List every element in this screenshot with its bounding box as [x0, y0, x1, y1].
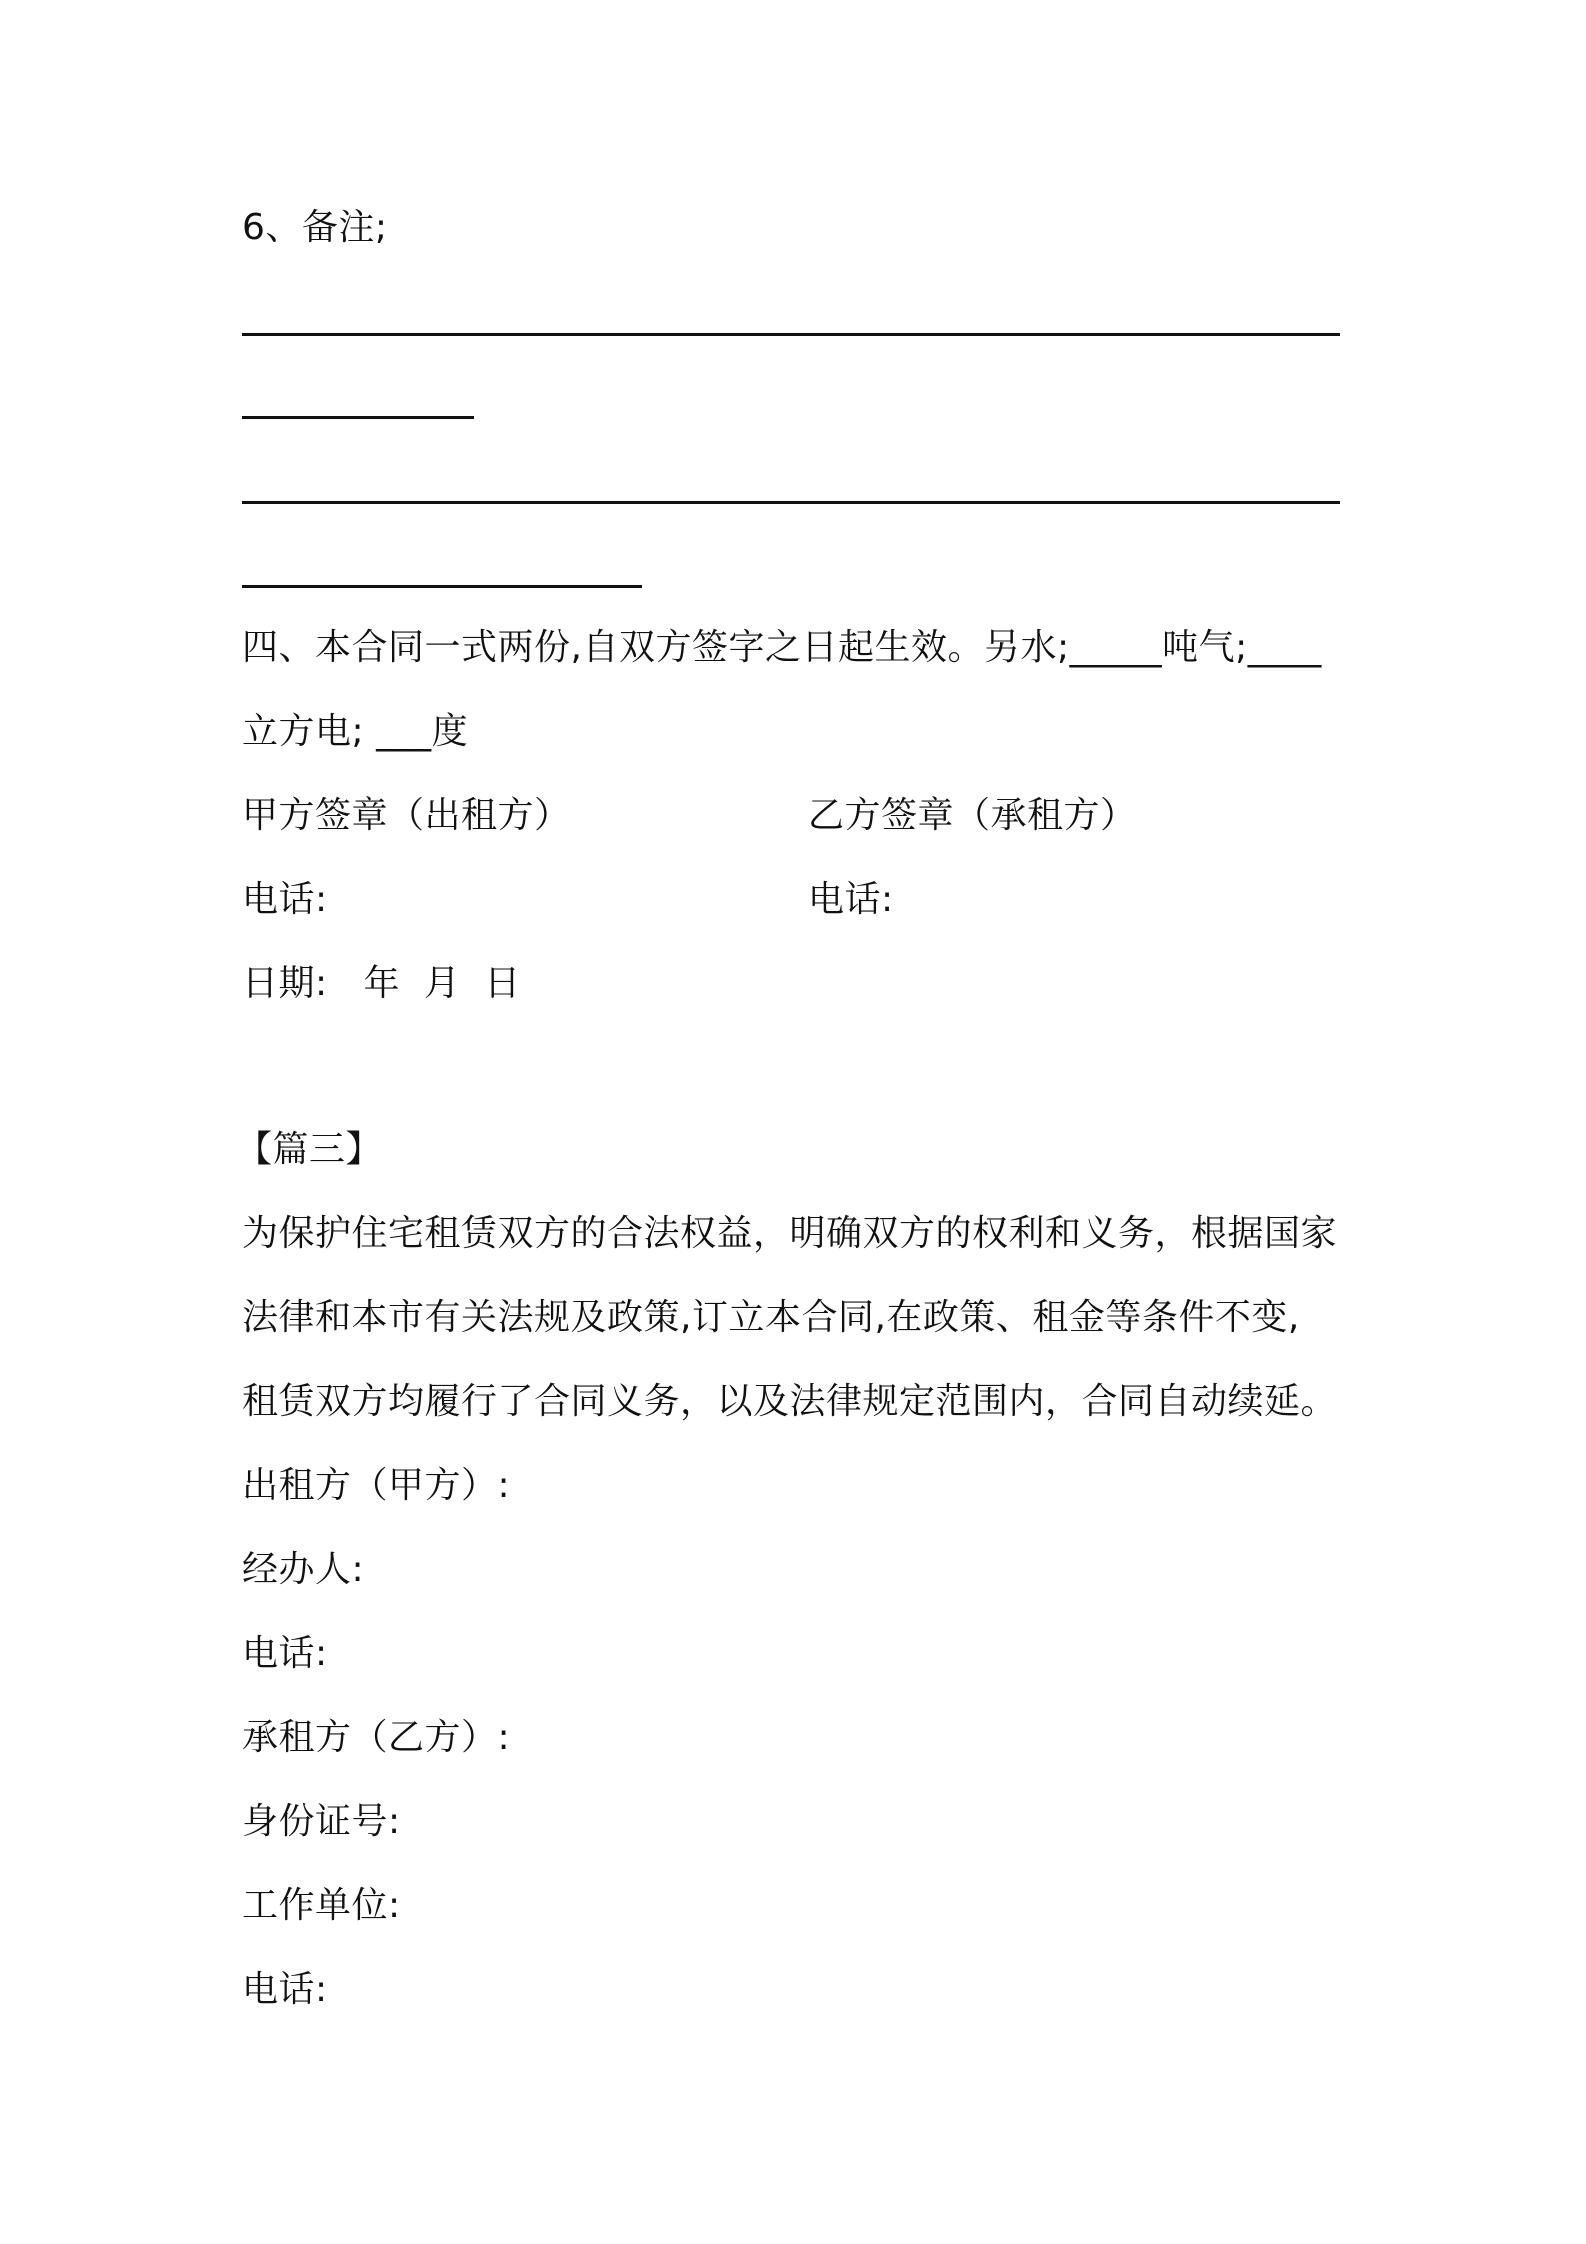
lessee-phone-label: 电话:: [242, 1969, 328, 2010]
party-a-signature: 甲方签章（出租方）: [242, 795, 571, 836]
id-number-label: 身份证号:: [242, 1801, 401, 1842]
remark-heading: 6、备注;: [242, 207, 388, 248]
intro-line-2: 法律和本市有关法规及政策,订立本合同,在政策、租金等条件不变,: [242, 1297, 1300, 1338]
date-line: 日期: 年 月 日: [242, 963, 521, 1004]
clause-four-line-2: 立方电; ___度: [242, 711, 469, 752]
work-unit-label: 工作单位:: [242, 1885, 401, 1926]
remark-blank-line-1: [242, 333, 1340, 336]
agent-label: 经办人:: [242, 1549, 365, 1590]
party-a-phone: 电话:: [242, 879, 328, 920]
clause-four-line-1: 四、本合同一式两份,自双方签字之日起生效。另水;_____吨气;____: [242, 627, 1322, 668]
intro-line-1: 为保护住宅租赁双方的合法权益，明确双方的权利和义务，根据国家: [242, 1213, 1338, 1254]
remark-blank-line-4: [242, 585, 642, 588]
lessee-label: 承租方（乙方）:: [242, 1717, 511, 1758]
lessor-label: 出租方（甲方）:: [242, 1465, 511, 1506]
intro-line-3: 租赁双方均履行了合同义务，以及法律规定范围内，合同自动续延。: [242, 1381, 1338, 1422]
remark-blank-line-2: [242, 416, 474, 419]
party-b-phone: 电话:: [808, 879, 894, 920]
section-title: 【篇三】: [236, 1129, 383, 1170]
remark-blank-line-3: [242, 501, 1340, 504]
lessor-phone-label: 电话:: [242, 1633, 328, 1674]
party-b-signature: 乙方签章（承租方）: [808, 795, 1137, 836]
